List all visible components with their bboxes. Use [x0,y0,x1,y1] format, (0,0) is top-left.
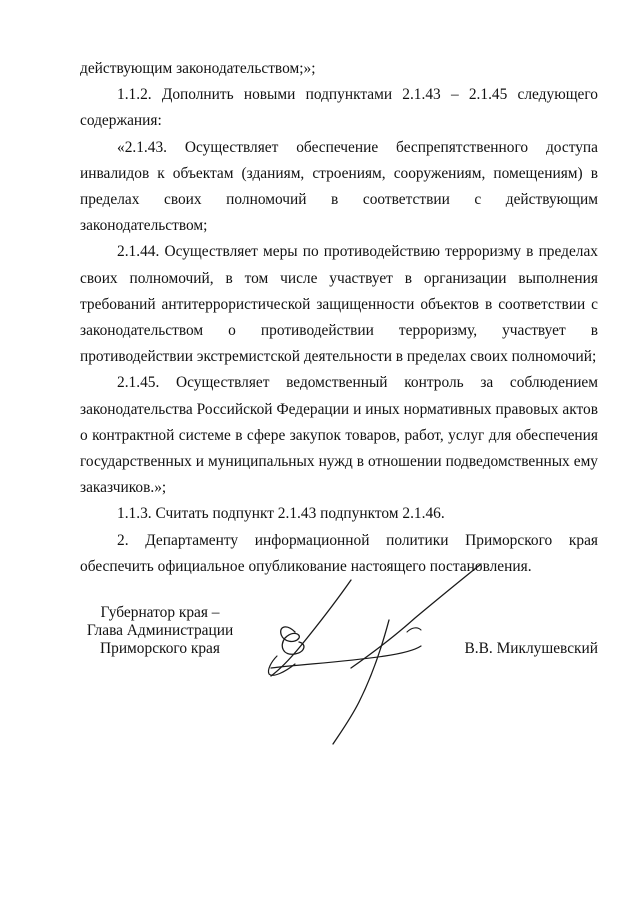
signer-name: В.В. Миклушевский [464,640,598,657]
paragraph-1-1-2: 1.1.2. Дополнить новыми подпунктами 2.1.43 – 2.1.45 следующего содержания: [80,86,598,130]
paragraph-continuation: действующим законодательством;»; [80,60,316,77]
paragraph-1-1-3: 1.1.3. Считать подпункт 2.1.43 подпунктом 2.1.46. [117,505,445,523]
document-body [80,56,598,580]
paragraph-2-1-44: 2.1.44. Осуществляет меры по противодействию терроризму в пределах своих полномочий, в том числе участвует в организации выполнения требований антитеррористической защищенности объектов в соответствии с законодательством о противодействии терроризму, участвует в противодействии экстремистской деятельности в пределах своих полномочий; [80,243,598,366]
paragraph-2: 2. Департаменту информационной политики Приморского края обеспечить официальное опубликование настоящего постановления. [80,531,598,575]
paragraph-2-1-43: «2.1.43. Осуществляет обеспечение беспрепятственного доступа инвалидов к объектам (зданиям, строениям, сооружениям, помещениям) в пределах своих полномочий в соответствии с действующим законодательством; [80,138,598,235]
paragraph-2-1-45: 2.1.45. Осуществляет ведомственный контроль за соблюдением законодательства Российской Федерации и иных нормативных правовых актов о контрактной системе в сфере закупок товаров, работ, услуг для обеспечения государственных и муниципальных нужд в отношении подведомственных ему заказчиков.»; [80,374,598,497]
signatory-title-line: Губернатор края – [100,604,220,621]
signatory-title-line: Приморского края [100,640,220,657]
signatory-title [80,604,240,658]
signatory-title-line: Глава Администрации [86,622,234,639]
